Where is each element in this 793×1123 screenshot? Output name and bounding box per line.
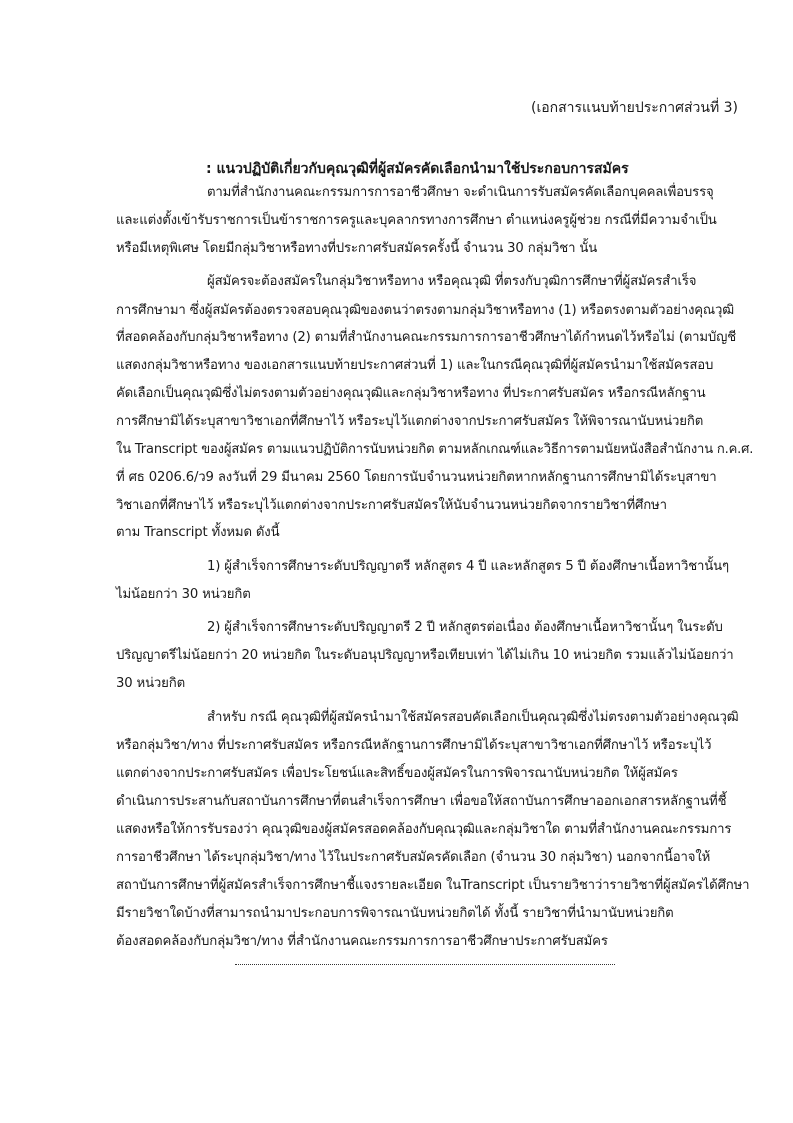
- paragraph-line: คัดเลือกเป็นคุณวุฒิซึ่งไม่ตรงตามตัวอย่างคุณวุฒิและกลุ่มวิชาหรือทาง ที่ประกาศรับสมัคร หรือกรณีหลักฐาน: [116, 386, 706, 401]
- list-item-line: 1) ผู้สำเร็จการศึกษาระดับปริญญาตรี หลักสูตร 4 ปี และหลักสูตร 5 ปี ต้องศึกษาเนื้อหาวิชานั้นๆ: [207, 559, 729, 574]
- paragraph-line: ที่ ศธ 0206.6/ว9 ลงวันที่ 29 มีนาคม 2560 โดยการนับจำนวนหน่วยกิตหากหลักฐานการศึกษามิได้ระบุสาขา: [116, 470, 717, 485]
- paragraph-line: ตาม Transcript ทั้งหมด ดังนี้: [116, 525, 280, 540]
- paragraph-line: ผู้สมัครจะต้องสมัครในกลุ่มวิชาหรือทาง หรือคุณวุฒิ ที่ตรงกับวุฒิการศึกษาที่ผู้สมัครสำเร็จ: [207, 274, 697, 289]
- paragraph-line: การศึกษามิได้ระบุสาขาวิชาเอกที่ศึกษาไว้ หรือระบุไว้แตกต่างจากประกาศรับสมัคร ให้พิจารณานับหน่วยกิต: [116, 414, 704, 429]
- list-item-line: ไม่น้อยกว่า 30 หน่วยกิต: [116, 587, 251, 602]
- paragraph-line: หรือมีเหตุพิเศษ โดยมีกลุ่มวิชาหรือทางที่ประกาศรับสมัครครั้งนี้ จำนวน 30 กลุ่มวิชา นั้น: [116, 241, 598, 256]
- paragraph-line: วิชาเอกที่ศึกษาไว้ หรือระบุไว้แตกต่างจากประกาศรับสมัครให้นับจำนวนหน่วยกิตจากรายวิชาที่ศึกษา: [116, 498, 667, 513]
- paragraph-line: แสดงกลุ่มวิชาหรือทาง ของเอกสารแนบท้ายประกาศส่วนที่ 1) และในกรณีคุณวุฒิที่ผู้สมัครนำมาใช้สมัครสอบ: [116, 358, 714, 373]
- paragraph-line: สำหรับ กรณี คุณวุฒิที่ผู้สมัครนำมาใช้สมัครสอบคัดเลือกเป็นคุณวุฒิซึ่งไม่ตรงตามตัวอย่างคุณวุฒิ: [207, 710, 739, 725]
- list-item-line: 30 หน่วยกิต: [116, 676, 186, 691]
- list-item-line: ปริญญาตรีไม่น้อยกว่า 20 หน่วยกิต ในระดับอนุปริญญาหรือเทียบเท่า ได้ไม่เกิน 10 หน่วยกิต รวมแล้วไม่น้อยกว่า: [116, 648, 734, 663]
- dotted-divider: [235, 964, 615, 965]
- paragraph-line: แสดงหรือให้การรับรองว่า คุณวุฒิของผู้สมัครสอดคล้องกับคุณวุฒิและกลุ่มวิชาใด ตามที่สำนักงานคณะกรรมการ: [116, 822, 732, 837]
- paragraph-line: และแต่งตั้งเข้ารับราชการเป็นข้าราชการครูและบุคลากรทางการศึกษา ตำแหน่งครูผู้ช่วย กรณีที่มีความจำเป็น: [116, 213, 717, 228]
- document-heading: : แนวปฏิบัติเกี่ยวกับคุณวุฒิที่ผู้สมัครคัดเลือกนำมาใช้ประกอบการสมัคร: [206, 161, 629, 177]
- paragraph-line: ดำเนินการประสานกับสถาบันการศึกษาที่ตนสำเร็จการศึกษา เพื่อขอให้สถาบันการศึกษาออกเอกสารหลักฐานที่ชี้: [116, 794, 727, 809]
- paragraph-line: ต้องสอดคล้องกับกลุ่มวิชา/ทาง ที่สำนักงานคณะกรรมการการอาชีวศึกษาประกาศรับสมัคร: [116, 934, 608, 949]
- paragraph-line: แตกต่างจากประกาศรับสมัคร เพื่อประโยชน์และสิทธิ์ของผู้สมัครในการพิจารณานับหน่วยกิต ให้ผู้สมัคร: [116, 766, 678, 781]
- paragraph-line: หรือกลุ่มวิชา/ทาง ที่ประกาศรับสมัคร หรือกรณีหลักฐานการศึกษามิได้ระบุสาขาวิชาเอกที่ศึกษาไว้ หรือระบุไว้: [116, 738, 712, 753]
- paragraph-line: สถาบันการศึกษาที่ผู้สมัครสำเร็จการศึกษาชี้แจงรายละเอียด ในTranscript เป็นรายวิชาว่ารายวิชาที่ผู้สมัครได้ศึกษา: [116, 878, 750, 893]
- paragraph-line: ที่สอดคล้องกับกลุ่มวิชาหรือทาง (2) ตามที่สำนักงานคณะกรรมการการอาชีวศึกษาได้กำหนดไว้หรือไม่ (ตามบัญชี: [116, 330, 737, 345]
- document-reference: (เอกสารแนบท้ายประกาศส่วนที่ 3): [530, 100, 738, 116]
- paragraph-line: ใน Transcript ของผู้สมัคร ตามแนวปฏิบัติการนับหน่วยกิต ตามหลักเกณฑ์และวิธีการตามนัยหนังสือสำนักงาน ก.ค.ศ.: [116, 442, 754, 457]
- paragraph-line: มีรายวิชาใดบ้างที่สามารถนำมาประกอบการพิจารณานับหน่วยกิตได้ ทั้งนี้ รายวิชาที่นำมานับหน่วยกิต: [116, 906, 674, 921]
- paragraph-line: การอาชีวศึกษา ได้ระบุกลุ่มวิชา/ทาง ไว้ในประกาศรับสมัครคัดเลือก (จำนวน 30 กลุ่มวิชา) นอกจากนี้อาจให้: [116, 850, 711, 865]
- paragraph-line: การศึกษามา ซึ่งผู้สมัครต้องตรวจสอบคุณวุฒิของตนว่าตรงตามกลุ่มวิชาหรือทาง (1) หรือตรงตามตัวอย่างคุณวุฒิ: [116, 303, 735, 318]
- paragraph-line: ตามที่สำนักงานคณะกรรมการการอาชีวศึกษา จะดำเนินการรับสมัครคัดเลือกบุคคลเพื่อบรรจุ: [207, 185, 714, 200]
- list-item-line: 2) ผู้สำเร็จการศึกษาระดับปริญญาตรี 2 ปี หลักสูตรต่อเนื่อง ต้องศึกษาเนื้อหาวิชานั้นๆ ในระดับ: [207, 620, 723, 635]
